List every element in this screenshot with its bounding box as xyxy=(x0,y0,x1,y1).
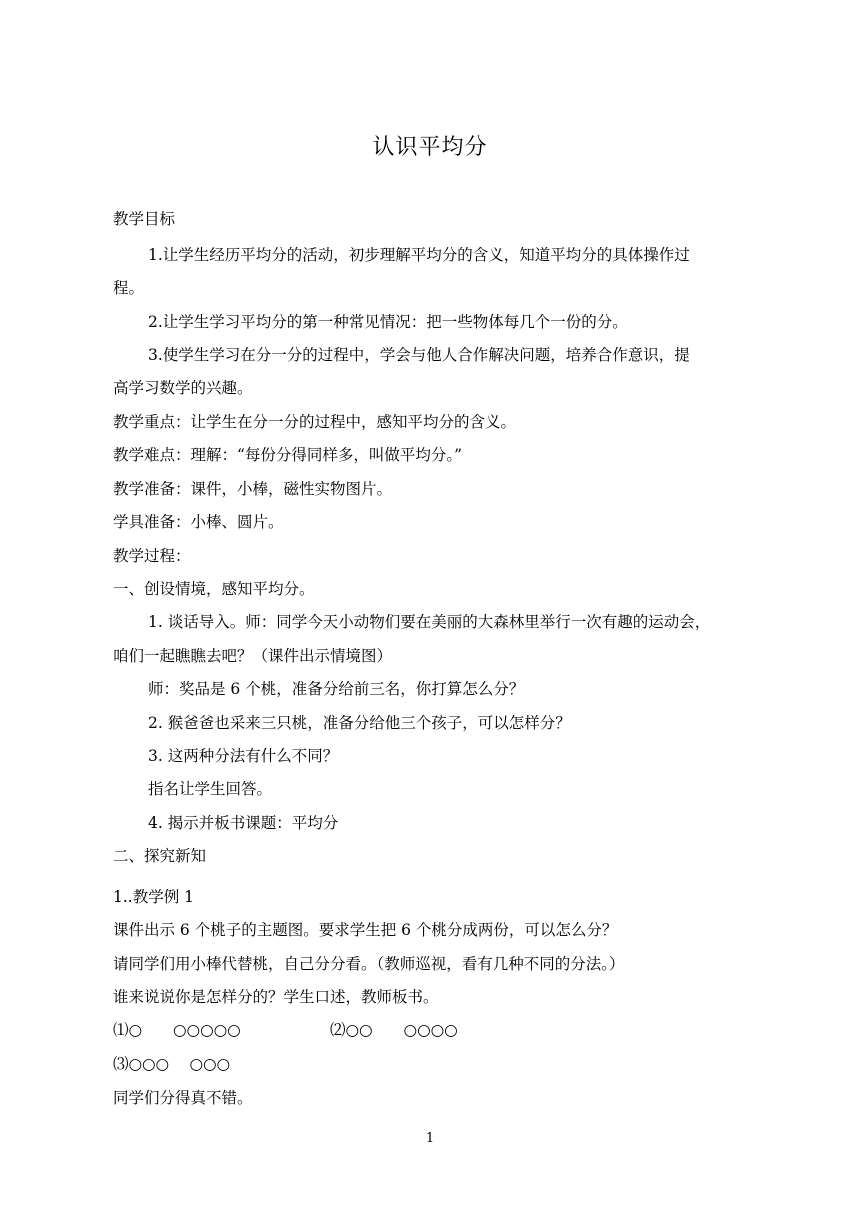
goal-1-line-1: 1.让学生经历平均分的活动，初步理解平均分的含义，知道平均分的具体操作过 xyxy=(148,246,690,264)
section-1-heading: 一、创设情境，感知平均分。 xyxy=(113,580,315,598)
section-1-item-4: 4. 揭示并板书课题：平均分 xyxy=(148,814,339,832)
section-1-item-1-line-1: 1. 谈话导入。师：同学今天小动物们要在美丽的大森林里举行一次有趣的运动会， xyxy=(148,613,711,631)
section-1-item-2: 2. 猴爸爸也采来三只桃，准备分给他三个孩子，可以怎样分？ xyxy=(148,714,571,732)
section-1-answer: 指名让学生回答。 xyxy=(148,780,273,798)
section-1-item-3: 3. 这两种分法有什么不同？ xyxy=(148,747,339,765)
closing-line: 同学们分得真不错。 xyxy=(113,1089,253,1107)
key-point: 教学重点：让学生在分一分的过程中，感知平均分的含义。 xyxy=(113,413,517,431)
page-number: 1 xyxy=(425,1131,435,1146)
section-1-item-1-line-2: 咱们一起瞧瞧去吧？（课件出示情境图） xyxy=(113,647,393,665)
division-way-2: ⑵○○ ○○○○ xyxy=(330,1021,458,1039)
division-way-1: ⑴○ ○○○○○ xyxy=(113,1021,241,1039)
example-line-2: 请同学们用小棒代替桃，自己分分看。（教师巡视，看有几种不同的分法。） xyxy=(113,955,625,973)
section-2-heading: 二、探究新知 xyxy=(113,847,207,865)
division-way-3: ⑶○○○ ○○○ xyxy=(113,1055,231,1073)
goal-3-line-2: 高学习数学的兴趣。 xyxy=(113,379,253,397)
goals-heading: 教学目标 xyxy=(113,210,176,228)
difficulty: 教学难点：理解：“每份分得同样多，叫做平均分。” xyxy=(113,446,463,464)
example-heading: 1..教学例 1 xyxy=(113,888,195,906)
goal-3-line-1: 3.使学生学习在分一分的过程中，学会与他人合作解决问题，培养合作意识，提 xyxy=(148,346,690,364)
example-line-3: 谁来说说你是怎样分的？学生口述，教师板书。 xyxy=(113,988,439,1006)
process-heading: 教学过程： xyxy=(113,547,191,565)
section-1-teacher-question: 师：奖品是 6 个桃，准备分给前三名，你打算怎么分？ xyxy=(148,680,525,698)
goal-1-line-2: 程。 xyxy=(113,279,145,297)
preparation: 教学准备：课件，小棒，磁性实物图片。 xyxy=(113,480,393,498)
example-line-1: 课件出示 6 个桃子的主题图。要求学生把 6 个桃分成两份，可以怎么分？ xyxy=(113,921,618,939)
goal-2: 2.让学生学习平均分的第一种常见情况：把一些物体每几个一份的分。 xyxy=(148,313,628,331)
document-title: 认识平均分 xyxy=(372,135,488,160)
student-preparation: 学具准备：小棒、圆片。 xyxy=(113,513,284,531)
